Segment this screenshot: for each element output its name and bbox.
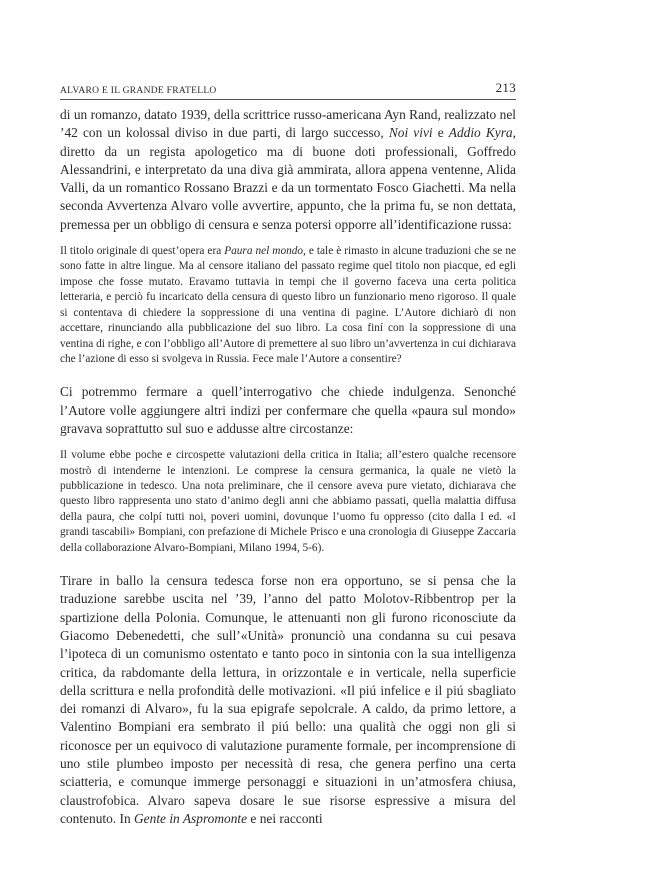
block-quote-2: Il volume ebbe poche e circospette valutazioni della critica in Italia; all’estero qualche recensore mostrò di intenderne le intenzioni. Le comprese la censura germanica, la quale ne vietò la pubblicazione in tedesco. Una nota preliminare, che il censore aveva pure vietato, dichiarava che questo libro rappresenta uno stato d’animo degli anni che abbiamo passati, quella malattia diffusa della paura, che colpí tutti noi, poveri uomini, dovunque l’uomo fu oppresso (cito dalla I ed. «I grandi tascabili» Bompiani, con prefazione di Michele Prisco e una cronologia di Giuseppe Zaccaria della collaborazione Alvaro-Bompiani, Milano 1994, 5-6).	[60, 449, 516, 554]
text-run: e nei racconti	[247, 810, 323, 826]
running-head	[60, 78, 516, 100]
body-paragraph-2: Ci potremmo fermare a quell’interrogativo che chiede indulgenza. Senonché l’Autore volle aggiungere altri indizi per confermare che quella «paura sul mondo» gravava soprattutto sul suo e addusse altre circostanze:	[60, 384, 516, 436]
book-title: Gente in Aspromonte	[134, 810, 248, 826]
text-run: Il titolo originale di quest’opera era	[60, 245, 225, 258]
text-run: di un romanzo, datato 1939, della scrittrice russo-americana Ayn Rand, realizzato nel ’42 con un kolossal diviso in due parti, di largo successo,	[60, 107, 516, 141]
book-title: Noi vivi	[388, 125, 433, 141]
book-page	[60, 78, 516, 828]
book-title: Addio Kyra	[448, 125, 513, 141]
body-paragraph-3	[60, 572, 516, 828]
block-quote-1	[60, 244, 516, 367]
text-run: , e tale è rimasto in alcune traduzioni che se ne sono fatte in altre lingue. Ma al censore italiano del passato regime quel titolo non piacque, ed egli impose che fosse mutato. Eravamo tuttavia in tempi che il governo faceva una certa politica letteraria, e perciò fu incaricato della censura di questo libro un funzionario meno rigoroso. Il quale si contentava di chiedere la soppressione di una ventina di pagine. L’Autore dichiarò di non accettare, rinunciando alla pubblicazione del suo libro. La cosa finí con la soppressione di una ventina di righe, e con l’obbligo all’Autore di premettere al suo libro un’avvertenza in cui dichiarava che l’azione di esso si svolgeva in Russia. Fece male l’Autore a consentire?	[60, 245, 516, 365]
text-run: Tirare in ballo la censura tedesca forse non era opportuno, se si pensa che la traduzione sarebbe uscita nel ’39, l’anno del patto Molotov-Ribbentrop per la spartizione della Polonia. Comunque, le attenuanti non gli furono riconosciute da Giacomo Debenedetti, che sull’«Unità» pronunciò una condanna su cui pesava l’ipoteca di un comunismo ostentato e tanto poco in sintonia con la sua intelligenza critica, da rabdomante della lettura, in orizzontale e in verticale, nella superficie della scrittura e nella profondità delle motivazioni. «Il piú infelice e il piú sbagliato dei romanzi di Alvaro», fu la sua epigrafe sepolcrale. A caldo, da primo lettore, a Valentino Bompiani era sembrato il piú bello: una qualità che oggi non gli si riconosce per un equivoco di valutazione puramente formale, per incomprensione di uno stile plumbeo imposto per necessità di resa, che genera perfino una certa sciatteria, e comunque immerge personaggi e situazioni in un’atmosfera chiusa, claustrofobica. Alvaro sapeva dosare le sue risorse espressive a misura del contenuto. In	[60, 573, 516, 826]
book-title: Paura nel mondo	[224, 245, 304, 258]
text-run: , diretto da un regista apologetico ma di buone doti professionali, Goffredo Alessandrini, e interpretato da una diva già ammirata, allora appena ventenne, Alida Valli, da un romantico Rossano Brazzi e da un tormentato Fosco Giachetti. Ma nella seconda Avvertenza Alvaro volle avvertire, appunto, che la prima fu, se non dettata, premessa per un obbligo di censura e senza potersi opporre all’identificazione russa:	[60, 125, 516, 232]
text-run: e	[432, 125, 449, 141]
body-paragraph-1	[60, 106, 516, 234]
page-number: 213	[495, 80, 516, 95]
running-title: ALVARO E IL GRANDE FRATELLO	[60, 86, 217, 96]
